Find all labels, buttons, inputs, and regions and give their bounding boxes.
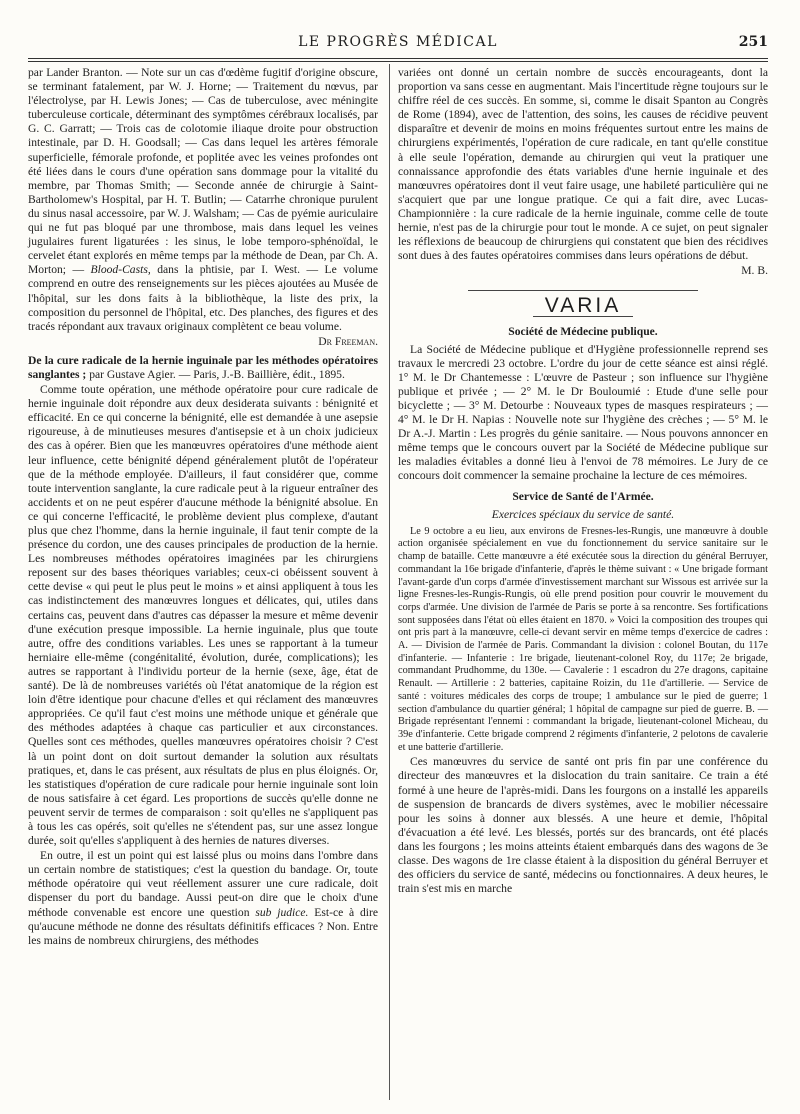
- signature-mb: M. B.: [741, 264, 768, 278]
- article-continuation: variées ont donné un certain nombre de succès encourageants, dont la proportion va sans cesse en augmentant. Mais l'incertitude règne toujours sur le chiffre réel de ces succès. En somme, si, comme le disait Spanton au Congrès de Rome (1894), avec de l'attention, des soins, les causes de récidive peuvent disparaître et devenir de moins en moins fréquentes surtout entre les mains de chirurgiens expérimentés, l'opération de cure radicale, en tant qu'elle constitue à elle seule l'opération, demande au chirurgien qui veut la pratiquer une connaissance approfondie des états variables d'une hernie inguinale et des manœuvres opératoires dont il veut faire usage, une habileté particulière qui ne s'acquiert que par une longue pratique. Ce qui a fait dire, avec Lucas-Championnière : la cure radicale de la hernie inguinale, comme celle de toute hernie, n'est pas de la chirurgie pour tout le monde. A ce sujet, on peut signaler les réflexions de beaucoup de chirurgiens qui constatent que bien des récidives sont dues à des fautes opératoires commises dans leurs opérations de début.: [398, 66, 768, 263]
- header-rule: [28, 58, 768, 59]
- page-number: 251: [738, 34, 768, 50]
- column-divider: [389, 64, 390, 1100]
- page-header: [28, 28, 768, 54]
- section-heading-armee: Service de Santé de l'Armée.: [512, 489, 654, 503]
- article-paragraph-1: Comme toute opération, une méthode opératoire pour cure radicale de hernie inguinale doit répondre aux deux desiderata suivants : bénignité et efficacité. En ce qui concerne la bénignité, elle est demandée à une asepsie rigoureuse, à de minutieuses mesures d'antisepsie et à un choix judicieux des cas à opérer. Bien que les manœuvres opératoires d'une méthode aient leur influence, cette bénignité dépend généralement plutôt de l'opérateur que de la méthode employée. D'ailleurs, il faut considérer que, comme toute intervention sanglante, la cure radicale peut à la rigueur entraîner des accidents et on ne peut espérer d'aucune méthode la bénignité absolue. En ce qui concerne l'efficacité, le problème devient plus complexe, d'autant plus que chez l'homme, dans la hernie inguinale, il faut tenir compte de la présence du cordon, une des causes principales de production de la hernie. Les nombreuses méthodes opératoires imaginées par les chirurgiens reposent sur des bases théoriques variables; ceux-ci obéissent souvent à cette devise « qui peut le plus peut le moins » et ainsi appliquent à tous les cas indistinctement des manœuvres longues et délicates, qui, utiles dans certains cas, peuvent dans d'autres cas dépasser la mesure et même devenir d'une exécution presque impossible. La hernie inguinale, plus que toute autre, offre des conditions variables. Les unes se rapportant à la tumeur herniaire elle-même (congénitalité, évolution, durée, complications); les autres se rapportant à l'individu porteur de la hernie (sexe, âge, état de santé). De là de nombreuses variétés où l'état anatomique de la région est loin d'être identique pour chacune d'elles et qui réclament des manœuvres appropriées. Ce qu'il faut c'est moins une méthode unique et générale que des méthodes adaptées à chaque cas particulier et aux circonstances. Quelles sont ces méthodes, quelles manœuvres opératoires choisir ? C'est là un point dont on doit surtout demander la solution aux résultats pratiques, et, dans le cas présent, aux résultats de plus en plus éloignés. Or, les statistiques d'opération de cure radicale pour hernie inguinale sont loin de nous satisfaire à cet égard. Les proportions de succès qu'elle donne ne peuvent servir de termes de comparaison : soit qu'elles ne s'appliquent pas à tous les cas opérés, soit qu'elles ne s'étendent pas, sur une assez longue durée, soit qu'elles s'appliquent à des hernies de natures diverses.: [28, 383, 378, 848]
- signature-freeman: Dr Freeman.: [318, 334, 378, 348]
- review-paragraph: par Lander Branton. — Note sur un cas d'œdème fugitif d'origine obscure, se terminant fatalement, par W. J. Horne; — Traitement du nœvus, par l'électrolyse, par H. Lewis Jones; — Cas de tuberculose, avec méningite tuberculeuse corticale, déterminant des symptômes cérébraux localisés, par G. C. Garratt; — Trois cas de colotomie iliaque droite pour obstruction intestinale, par D. H. Goodsall; — Cas dans lequel les artères fémorale superficielle, fémorale profonde, et poplitée avec les veines profondes ont été liées dans le cours d'une opération sans dommage pour la vitalité du membre, par Thomas Smith; — Seconde année de chirurgie à Saint-Bartholomew's Hospital, par H. T. Butlin; — Catarrhe chronique purulent du sinus nasal accessoire, par W. J. Walsham; — Cas de pyémie auriculaire qui ne fut pas bloqué par une thrombose, mais dans lequel les veines jugulaires furent ligaturées : les sinus, le lobe temporo-sphénoïdal, le cervelet étant explorés en même temps par la méthode de Dean, par Ch. A. Morton; — Blood-Casts, dans la phtisie, par I. West. — Le volume comprend en outre des renseignements sur les pièces ajoutées au Musée de l'hôpital, sur les dons faits à la bibliothèque, la liste des prix, la composition du personnel de l'hôpital, etc. Des planches, des figures et des tracés répondant aux travaux originaux complètent ce beau volume.: [28, 66, 378, 333]
- section-subheading-exercices: Exercices spéciaux du service de santé.: [491, 507, 675, 521]
- section-text-armee: Le 9 octobre a eu lieu, aux environs de Fresnes-les-Rungis, une manœuvre à double action organisée spécialement en vue du fonctionnement du service sanitaire sur le champ de bataille. Cette manœuvre a été exécutée sous la direction du général Berruyer, commandant la 16e brigade d'infanterie, d'après le thème suivant : « Une brigade formant l'avant-garde d'un corps d'armée d'investissement marchant sur Wissous est arrivée sur la ligne Fresnes-les-Rungis-Rungis, où elle prend position pour couvrir le mouvement du corps d'armée. Une division de l'armée de Paris se porte à sa rencontre. Ses fortifications sont supposées dans l'état où elles étaient en 1870. » Voici la composition des troupes qui ont pris part à la manœuvre, celle-ci devant servir en même temps d'exercice de cadres : A. — Division de l'armée de Paris. Commandant la division : colonel Boutan, du 117e d'infanterie. — Infanterie : 1re brigade, lieutenant-colonel Roy, du 117e; 2e brigade, commandant Prudhomme, du 130e. — Cavalerie : 1 escadron du 27e dragons, capitaine Renault. — Artillerie : 2 batteries, capitaine Roizin, du 11e d'artillerie. — Service de santé : voitures médicales des corps de troupe; 1 ambulance sur le pied de guerre; 1 section d'ambulance du quartier général; 1 hôpital de campagne sur pied de guerre. B. — Brigade représentant l'ennemi : commandant la brigade, lieutenant-colonel Micheau, du 39e d'infanterie. Cette brigade comprend 2 régiments d'infanterie, 2 pelotons de cavalerie et une batterie d'artillerie.: [398, 525, 768, 753]
- section-text-armee-2: Ces manœuvres du service de santé ont pris fin par une conférence du directeur des manœuvres et la dislocation du train sanitaire. Ce train a été formé à une heure de l'après-midi. Dans les fourgons on a installé les appareils de suspension de brancards de divers systèmes, avec le mobilier nécessaire pour les soins à donner aux blessés. A une heure et demie, l'hôpital d'évacuation a été levé. Les blessés, portés sur des brancards, ont été placés dans les fourgons ; les moins atteints étaient embarqués dans des wagons de 3e classe. Des wagons de 1re classe étaient à la disposition du général Berruyer et des officiers du service de santé, médecins ou fonctionnaires. A deux heures, le train s'est mis en marche: [398, 755, 768, 896]
- right-column: [398, 66, 768, 897]
- section-heading-medecine: Société de Médecine publique.: [508, 324, 658, 338]
- section-divider: [468, 290, 698, 291]
- article-paragraph-2: En outre, il est un point qui est laissé plus ou moins dans l'ombre dans un certain nombre de statistiques; c'est la question du bandage. Or, toute méthode opératoire qui veut réellement assurer une cure radicale, doit dispenser du port du bandage. Aussi peut-on dire que le choix d'une méthode convenable est encore une question sub judice. Est-ce à dire qu'aucune méthode ne donne des résultats définitifs efficaces ? Non. Entre les mains de nombreux chirurgiens, des méthodes: [28, 849, 379, 947]
- varia-heading: VARIA: [544, 294, 622, 318]
- header-rule-2: [28, 61, 768, 62]
- left-column: [28, 66, 378, 949]
- article-title: De la cure radicale de la hernie inguinale par les méthodes opératoires sanglantes ; par Gustave Agier. — Paris, J.-B. Baillière, édit., 1895.: [28, 353, 378, 381]
- section-text-medecine: La Société de Médecine publique et d'Hygiène professionnelle reprend ses travaux le mercredi 23 octobre. L'ordre du jour de cette séance est ainsi réglé. 1° M. le Dr Chantemesse : L'œuvre de Pasteur ; son influence sur l'hygiène publique et privée ; — 2° M. le Dr Bouloumié : Etude d'une selle pour bicyclette ; — 3° M. Detourbe : Nouveaux types de masques respirateurs ; — 4° M. le Dr H. Napias : Nouvelle note sur l'hygiène des crèches ; — 5° M. le Dr A.-J. Martin : Les progrès du génie sanitaire. — Nous pouvons annoncer en même temps que le concours ouvert par la Société de Médecine publique sur les maladies évitables a donné lieu à l'envoi de 78 mémoires. Le Jury de ce concours doit commencer la semaine prochaine la lecture de ces mémoires.: [398, 342, 768, 483]
- journal-title: LE PROGRÈS MÉDICAL: [298, 34, 498, 50]
